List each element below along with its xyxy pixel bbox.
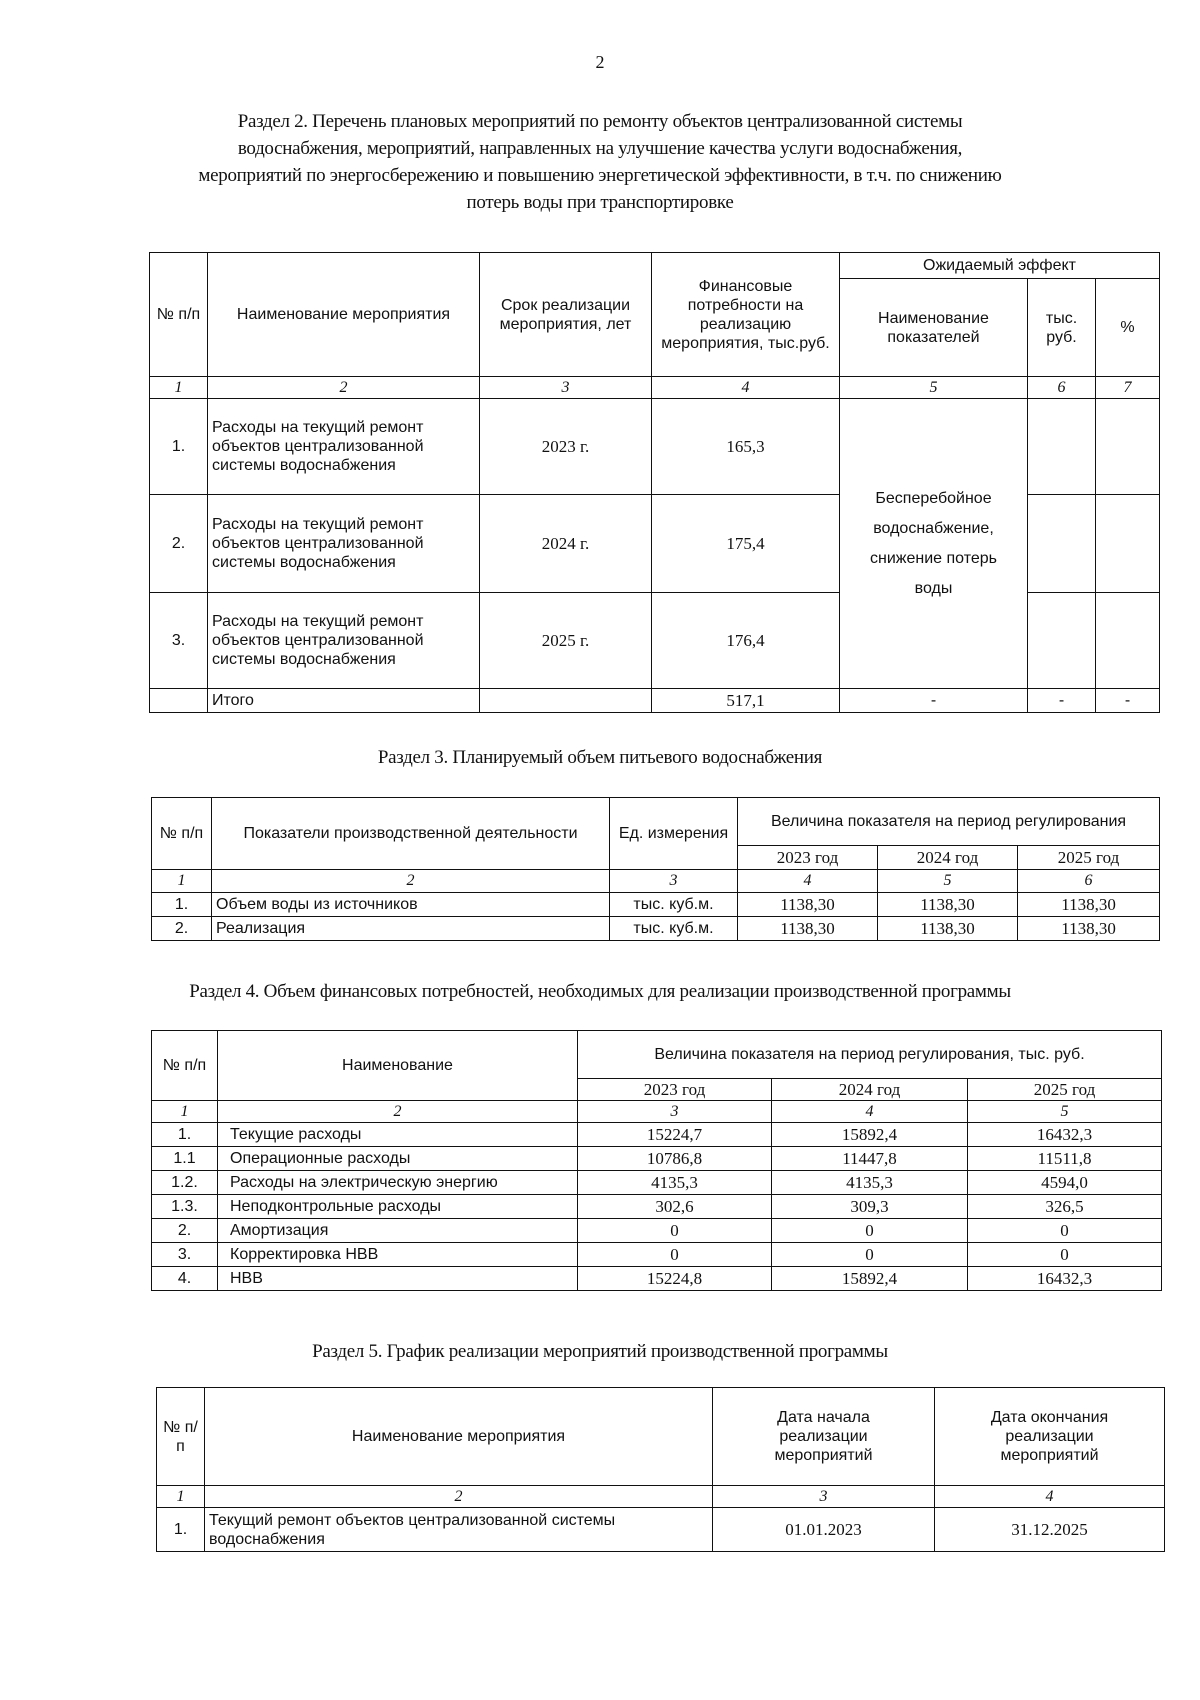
s3-colnum: 4 xyxy=(738,870,878,893)
section4-title: Раздел 4. Объем финансовых потребностей, необходимых для реализации производственной программы xyxy=(189,981,1011,1002)
s2-row-finance: 165,3 xyxy=(652,399,840,495)
s4-header-name: Наименование xyxy=(218,1031,578,1101)
s5-header-start: Дата начала реализации мероприятий xyxy=(713,1388,935,1486)
section2-title-line: водоснабжения, мероприятий, направленных на улучшение качества услуги водоснабжения, xyxy=(237,138,963,159)
s4-row-name: Текущие расходы xyxy=(218,1123,578,1147)
s4-header-year: 2023 год xyxy=(578,1079,772,1101)
s4-colnum: 5 xyxy=(968,1101,1162,1123)
s3-row-unit: тыс. куб.м. xyxy=(610,917,738,941)
s4-row-value: 4594,0 xyxy=(968,1171,1162,1195)
s2-row-thousand-rub xyxy=(1028,495,1096,593)
s3-colnum: 1 xyxy=(152,870,212,893)
s4-row-name: НВВ xyxy=(218,1267,578,1291)
section2-title-line: потерь воды при транспортировке xyxy=(466,192,734,213)
s3-header-year: 2023 год xyxy=(738,846,878,870)
s3-header-indicator: Показатели производственной деятельности xyxy=(212,798,610,870)
s3-row-value: 1138,30 xyxy=(878,893,1018,917)
s4-header-period: Величина показателя на период регулирования, тыс. руб. xyxy=(578,1031,1162,1079)
s3-colnum: 3 xyxy=(610,870,738,893)
s5-row-start: 01.01.2023 xyxy=(713,1508,935,1552)
s2-header-indicator: Наименование показателей xyxy=(840,279,1028,377)
table-row xyxy=(152,1123,1162,1147)
s4-row-value: 4135,3 xyxy=(772,1171,968,1195)
s4-row-value: 0 xyxy=(772,1243,968,1267)
s3-header-unit: Ед. измерения xyxy=(610,798,738,870)
table-row xyxy=(152,1243,1162,1267)
table-row xyxy=(152,1171,1162,1195)
s2-header-thousand-rub: тыс. руб. xyxy=(1028,279,1096,377)
s2-row-percent xyxy=(1096,399,1160,495)
s4-row-value: 16432,3 xyxy=(968,1267,1162,1291)
s4-row-value: 15224,8 xyxy=(578,1267,772,1291)
s2-header-finance: Финансовые потребности на реализацию мероприятия, тыс.руб. xyxy=(652,253,840,377)
s2-row-name: Расходы на текущий ремонт объектов централизованной системы водоснабжения xyxy=(208,593,480,689)
s2-colnum: 3 xyxy=(480,377,652,399)
s5-row-num: 1. xyxy=(157,1508,205,1552)
table-row xyxy=(152,1147,1162,1171)
s4-row-name: Амортизация xyxy=(218,1219,578,1243)
s2-row-term: 2024 г. xyxy=(480,495,652,593)
section2-title-line: мероприятий по энергосбережению и повышению энергетической эффективности, в т.ч. по снижению xyxy=(198,165,1002,186)
s2-colnum: 5 xyxy=(840,377,1028,399)
s3-row-unit: тыс. куб.м. xyxy=(610,893,738,917)
s2-row-thousand-rub xyxy=(1028,593,1096,689)
table-row xyxy=(152,917,1160,941)
s3-row-num: 1. xyxy=(152,893,212,917)
s3-header-num: № п/п xyxy=(152,798,212,870)
s4-colnum: 4 xyxy=(772,1101,968,1123)
s2-row-finance: 175,4 xyxy=(652,495,840,593)
s2-total-term xyxy=(480,689,652,713)
s5-colnum: 3 xyxy=(713,1486,935,1508)
s2-total-num xyxy=(150,689,208,713)
table-row xyxy=(150,399,1160,495)
s2-row-name: Расходы на текущий ремонт объектов централизованной системы водоснабжения xyxy=(208,399,480,495)
s4-row-value: 10786,8 xyxy=(578,1147,772,1171)
s4-row-num: 2. xyxy=(152,1219,218,1243)
s3-colnum: 6 xyxy=(1018,870,1160,893)
s5-header-end: Дата окончания реализации мероприятий xyxy=(935,1388,1165,1486)
s4-row-value: 302,6 xyxy=(578,1195,772,1219)
s3-header-year: 2025 год xyxy=(1018,846,1160,870)
s2-row-finance: 176,4 xyxy=(652,593,840,689)
table-row xyxy=(152,1267,1162,1291)
s4-row-num: 1.2. xyxy=(152,1171,218,1195)
s3-row-name: Объем воды из источников xyxy=(212,893,610,917)
s4-row-value: 0 xyxy=(968,1243,1162,1267)
s2-header-effect: Ожидаемый эффект xyxy=(840,253,1160,279)
s3-row-name: Реализация xyxy=(212,917,610,941)
s2-header-percent: % xyxy=(1096,279,1160,377)
s2-total-indicator: - xyxy=(840,689,1028,713)
s5-colnum: 4 xyxy=(935,1486,1165,1508)
s2-row-num: 3. xyxy=(150,593,208,689)
s5-colnum: 1 xyxy=(157,1486,205,1508)
s4-header-num: № п/п xyxy=(152,1031,218,1101)
s2-total-thousand-rub: - xyxy=(1028,689,1096,713)
s4-header-year: 2025 год xyxy=(968,1079,1162,1101)
s4-row-value: 11447,8 xyxy=(772,1147,968,1171)
section5-title: Раздел 5. График реализации мероприятий производственной программы xyxy=(312,1341,888,1362)
s2-row-percent xyxy=(1096,593,1160,689)
s2-total-percent: - xyxy=(1096,689,1160,713)
s2-row-name: Расходы на текущий ремонт объектов централизованной системы водоснабжения xyxy=(208,495,480,593)
s3-row-value: 1138,30 xyxy=(1018,893,1160,917)
s4-row-num: 4. xyxy=(152,1267,218,1291)
s4-row-value: 0 xyxy=(578,1243,772,1267)
s3-row-value: 1138,30 xyxy=(878,917,1018,941)
s2-colnum: 1 xyxy=(150,377,208,399)
s5-row-end: 31.12.2025 xyxy=(935,1508,1165,1552)
s4-row-value: 16432,3 xyxy=(968,1123,1162,1147)
section2-title-line: Раздел 2. Перечень плановых мероприятий по ремонту объектов централизованной системы xyxy=(237,111,963,132)
s3-row-value: 1138,30 xyxy=(1018,917,1160,941)
s4-row-value: 15892,4 xyxy=(772,1123,968,1147)
section3-title: Раздел 3. Планируемый объем питьевого водоснабжения xyxy=(377,747,823,768)
table-row xyxy=(150,689,1160,713)
s2-row-term: 2023 г. xyxy=(480,399,652,495)
s2-row-num: 1. xyxy=(150,399,208,495)
s3-header-year: 2024 год xyxy=(878,846,1018,870)
s4-colnum: 2 xyxy=(218,1101,578,1123)
s4-row-value: 11511,8 xyxy=(968,1147,1162,1171)
s3-row-num: 2. xyxy=(152,917,212,941)
s4-row-num: 3. xyxy=(152,1243,218,1267)
s4-row-value: 15892,4 xyxy=(772,1267,968,1291)
s4-row-name: Корректировка НВВ xyxy=(218,1243,578,1267)
s5-header-num: № п/п xyxy=(157,1388,205,1486)
s4-colnum: 3 xyxy=(578,1101,772,1123)
s4-colnum: 1 xyxy=(152,1101,218,1123)
s2-header-term: Срок реализации мероприятия, лет xyxy=(480,253,652,377)
table-row xyxy=(157,1508,1165,1552)
s3-row-value: 1138,30 xyxy=(738,893,878,917)
s4-row-name: Неподконтрольные расходы xyxy=(218,1195,578,1219)
s2-header-name: Наименование мероприятия xyxy=(208,253,480,377)
section2-table xyxy=(149,252,1160,713)
s4-row-num: 1.1 xyxy=(152,1147,218,1171)
table-row xyxy=(152,1219,1162,1243)
s4-row-value: 326,5 xyxy=(968,1195,1162,1219)
s2-colnum: 4 xyxy=(652,377,840,399)
page-number: 2 xyxy=(595,52,605,72)
s3-colnum: 5 xyxy=(878,870,1018,893)
s4-row-name: Расходы на электрическую энергию xyxy=(218,1171,578,1195)
s2-colnum: 6 xyxy=(1028,377,1096,399)
s5-colnum: 2 xyxy=(205,1486,713,1508)
s4-row-num: 1.3. xyxy=(152,1195,218,1219)
s2-row-num: 2. xyxy=(150,495,208,593)
s2-row-thousand-rub xyxy=(1028,399,1096,495)
s4-row-value: 0 xyxy=(578,1219,772,1243)
section2-title xyxy=(0,108,1200,216)
s2-row-term: 2025 г. xyxy=(480,593,652,689)
s4-row-value: 0 xyxy=(772,1219,968,1243)
s2-colnum: 7 xyxy=(1096,377,1160,399)
table-row xyxy=(152,893,1160,917)
section3-table xyxy=(151,797,1160,941)
s2-row-percent xyxy=(1096,495,1160,593)
s2-effect-text: Бесперебойное водоснабжение, снижение потерь воды xyxy=(840,399,1028,689)
section5-table xyxy=(156,1387,1165,1552)
table-row xyxy=(152,1195,1162,1219)
s2-colnum: 2 xyxy=(208,377,480,399)
s2-total-finance: 517,1 xyxy=(652,689,840,713)
s4-row-value: 309,3 xyxy=(772,1195,968,1219)
section4-table xyxy=(151,1030,1162,1291)
s4-row-name: Операционные расходы xyxy=(218,1147,578,1171)
s3-colnum: 2 xyxy=(212,870,610,893)
s4-header-year: 2024 год xyxy=(772,1079,968,1101)
s2-header-num: № п/п xyxy=(150,253,208,377)
s4-row-value: 0 xyxy=(968,1219,1162,1243)
s4-row-value: 4135,3 xyxy=(578,1171,772,1195)
s4-row-num: 1. xyxy=(152,1123,218,1147)
s3-header-period: Величина показателя на период регулирования xyxy=(738,798,1160,846)
s3-row-value: 1138,30 xyxy=(738,917,878,941)
s5-header-name: Наименование мероприятия xyxy=(205,1388,713,1486)
s4-row-value: 15224,7 xyxy=(578,1123,772,1147)
s2-total-label: Итого xyxy=(208,689,480,713)
s5-row-name: Текущий ремонт объектов централизованной системы водоснабжения xyxy=(205,1508,713,1552)
